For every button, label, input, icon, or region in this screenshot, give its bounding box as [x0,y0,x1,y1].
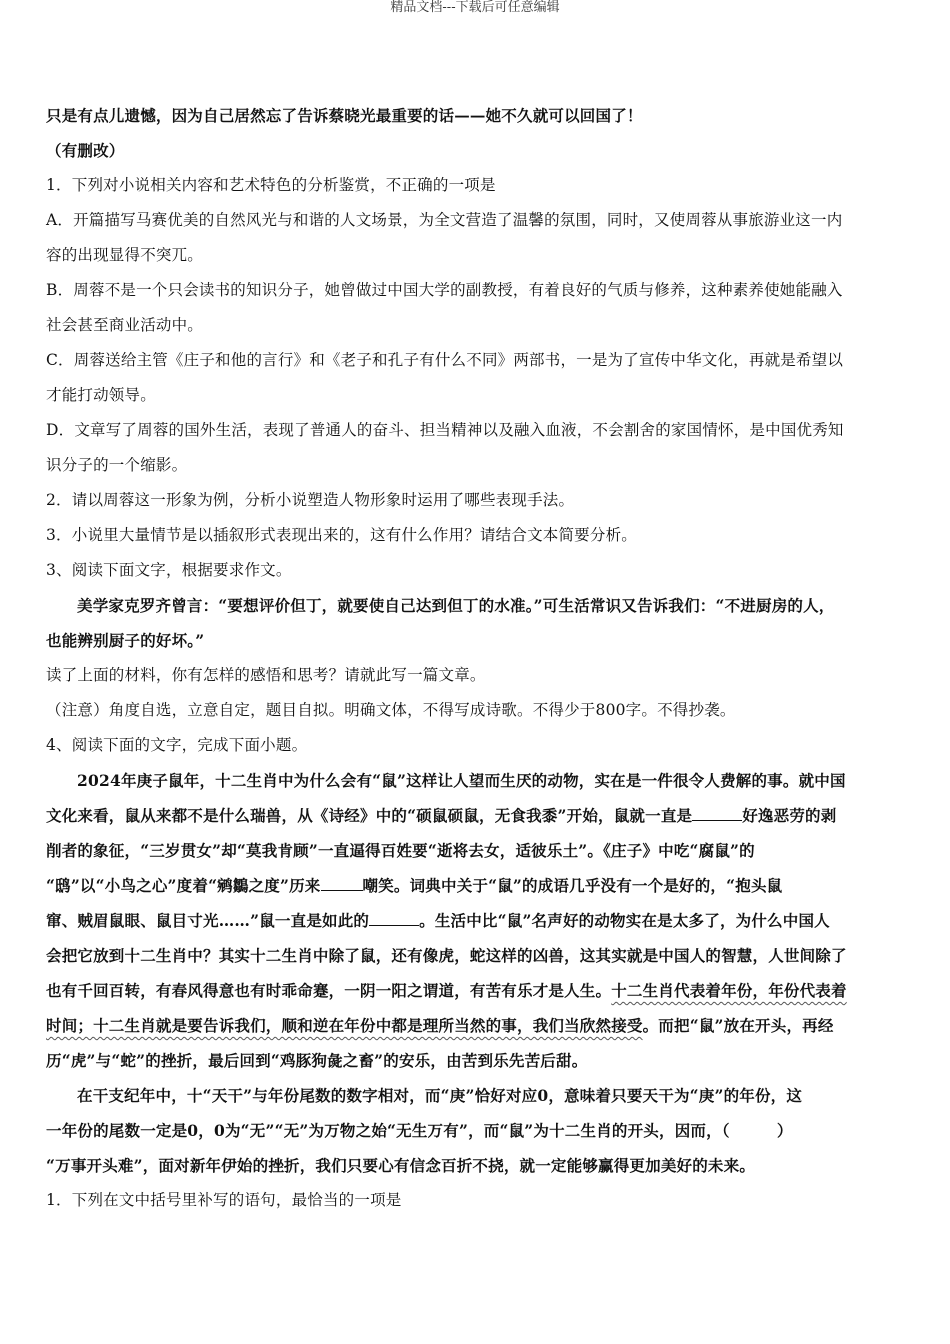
option-d: D．文章写了周蓉的国外生活，表现了普通人的奋斗、担当精神以及融入血液，不会割舍的家国情怀，是中国优秀知 [46,421,844,439]
passage-line-5: 窜、贼眉鼠眼、鼠目寸光……”鼠一直是如此的 。生活中比“鼠”名声好的动物实在是太多了，为什么中国人 [46,903,906,938]
option-a-cont: 容的出现显得不突兀。 [46,246,204,264]
question-1: 1．下列对小说相关内容和艺术特色的分析鉴赏，不正确的一项是 [46,176,496,194]
option-d-cont: 识分子的一个缩影。 [46,456,188,474]
page-header: 精品文档---下载后可任意编辑 [390,0,560,15]
passage-line-12: “万事开头难”，面对新年伊始的挫折，我们只要心有信念百折不挠，就一定能够赢得更加美好的未来。 [46,1156,756,1175]
option-b: B．周蓉不是一个只会读书的知识分子，她曾做过中国大学的副教授，有着良好的气质与修养，这种素养使她能融入 [46,281,843,299]
document-body [46,98,906,1218]
passage-line-8: 时间；十二生肖就是要告诉我们，顺和逆在年份中都是理所当然的事，我们当欣然接受。而把“鼠”放在开头，再经 [46,1016,834,1035]
passage-line-9: 历“虎”与“蛇”的挫折，最后回到“鸡豚狗彘之畜”的安乐，由苦到乐先苦后甜。 [46,1051,588,1070]
passage-line-4: “鸱”以“小鸟之心”度着“鹓鶵之度”历来 嘲笑。词典中关于“鼠”的成语几乎没有一个是好的，“抱头鼠 [46,868,906,903]
question-3: 3．小说里大量情节是以插叙形式表现出来的，这有什么作用？请结合文本简要分析。 [46,526,637,544]
edit-note: （有删改） [46,141,125,160]
essay-prompt: 读了上面的材料，你有怎样的感悟和思考？请就此写一篇文章。 [46,666,486,684]
passage-line-6: 会把它放到十二生肖中？其实十二生肖中除了鼠，还有像虎，蛇这样的凶兽，这其实就是中国人的智慧，人世间除了 [46,946,847,965]
subquestion-1: 1．下列在文中括号里补写的语句，最恰当的一项是 [46,1191,402,1209]
essay-notes: （注意）角度自选，立意自定，题目自拟。明确文体，不得写成诗歌。不得少于800字。不得抄袭。 [46,701,736,719]
essay-material-cont: 也能辨别厨子的好坏。” [46,631,205,650]
option-a: A．开篇描写马赛优美的自然风光与和谐的人文场景，为全文营造了温馨的氛围，同时，又使周蓉从事旅游业这一内 [46,211,843,229]
fill-blank-2 [321,872,363,891]
passage-line-10: 在干支纪年中，十“天干”与年份尾数的数字相对，而“庚”恰好对应0，意味着只要天干为“庚”的年份，这 [77,1086,803,1105]
passage-line-1: 2024年庚子鼠年，十二生肖中为什么会有“鼠”这样让人望而生厌的动物，实在是一件很令人费解的事。就中国 [77,771,846,790]
option-c-cont: 才能打动领导。 [46,386,156,404]
essay-material: 美学家克罗齐曾言：“要想评价但丁，就要使自己达到但丁的水准。”可生活常识又告诉我们：“不进厨房的人， [77,596,835,615]
passage-line-3: 削者的象征，“三岁贯女”却“莫我肯顾”一直逼得百姓要“逝将去女，适彼乐土”。《庄子》中吃“腐鼠”的 [46,841,755,860]
passage-line-11: 一年份的尾数一定是0，0为“无”“无”为万物之始“无生万有”，而“鼠”为十二生肖的开头，因而，（ ） [46,1121,793,1140]
story-closing-line: 只是有点儿遗憾，因为自己居然忘了告诉蔡晓光最重要的话——她不久就可以回国了！ [46,106,643,125]
passage-line-7: 也有千回百转，有春风得意也有时乖命蹇，一阴一阳之谓道，有苦有乐才是人生。十二生肖代表着年份，年份代表着 [46,981,847,1000]
section-4-title: 4、阅读下面的文字，完成下面小题。 [46,736,308,754]
fill-blank-3 [369,907,419,926]
question-2: 2．请以周蓉这一形象为例，分析小说塑造人物形象时运用了哪些表现手法。 [46,491,575,509]
option-c: C．周蓉送给主管《庄子和他的言行》和《老子和孔子有什么不同》两部书，一是为了宣传中华文化，再就是希望以 [46,351,844,369]
section-3-title: 3、阅读下面文字，根据要求作文。 [46,561,292,579]
wavy-underlined-text-cont: 时间；十二生肖就是要告诉我们，顺和逆在年份中都是理所当然的事，我们当欣然接受 [46,1016,643,1035]
fill-blank-1 [692,802,742,821]
passage-line-2: 文化来看，鼠从来都不是什么瑞兽，从《诗经》中的“硕鼠硕鼠，无食我黍”开始，鼠就一直是 好逸恶劳的剥 [46,798,906,833]
wavy-underlined-text: 十二生肖代表着年份，年份代表着 [611,981,847,1000]
option-b-cont: 社会甚至商业活动中。 [46,316,204,334]
